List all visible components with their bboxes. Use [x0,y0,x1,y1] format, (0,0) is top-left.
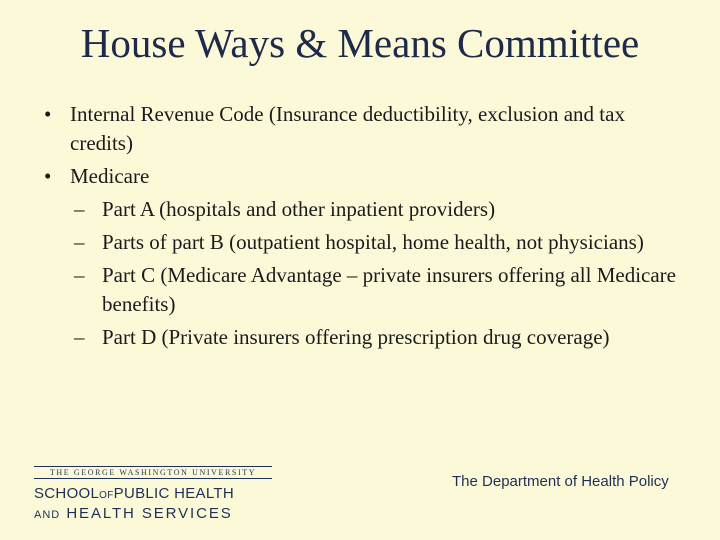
logo-of-word: OF [99,490,114,501]
bullet-marker: • [44,164,52,188]
logo-school-line [34,485,272,505]
sub-bullet-item [40,261,690,319]
sub-bullet-marker: – [74,263,85,287]
sub-bullet-item [40,228,690,257]
slide-title: House Ways & Means Committee [80,20,640,66]
logo-university-name: THE GEORGE WASHINGTON UNIVERSITY [49,468,257,477]
sub-bullet-marker: – [74,197,85,221]
logo-health-services: HEALTH SERVICES [66,505,233,522]
logo-services-line [34,505,272,524]
logo-school-word: SCHOOL [34,485,100,502]
university-logo [34,466,272,524]
sub-bullet-text: Part D (Private insurers offering prescription drug coverage) [102,325,610,349]
sub-bullet-item [40,323,690,352]
bullet-item [40,100,690,158]
sub-bullet-list [40,195,690,352]
bullet-text: Internal Revenue Code (Insurance deductibility, exclusion and tax credits) [70,102,625,155]
bullet-text: Medicare [70,164,150,188]
sub-bullet-text: Part C (Medicare Advantage – private insurers offering all Medicare benefits) [102,263,676,316]
sub-bullet-marker: – [74,325,85,349]
logo-rule-bottom [34,478,272,479]
bullet-item [40,162,690,191]
sub-bullet-text: Parts of part B (outpatient hospital, home health, not physicians) [102,230,644,254]
logo-and-word: AND [34,509,61,521]
sub-bullet-text: Part A (hospitals and other inpatient providers) [102,197,496,221]
sub-bullet-marker: – [74,230,85,254]
sub-bullet-item [40,195,690,224]
bullet-marker: • [44,102,52,126]
bullet-list [40,100,690,356]
department-logo: The Department of Health Policy [452,473,669,490]
logo-public-health: PUBLIC HEALTH [113,485,234,502]
